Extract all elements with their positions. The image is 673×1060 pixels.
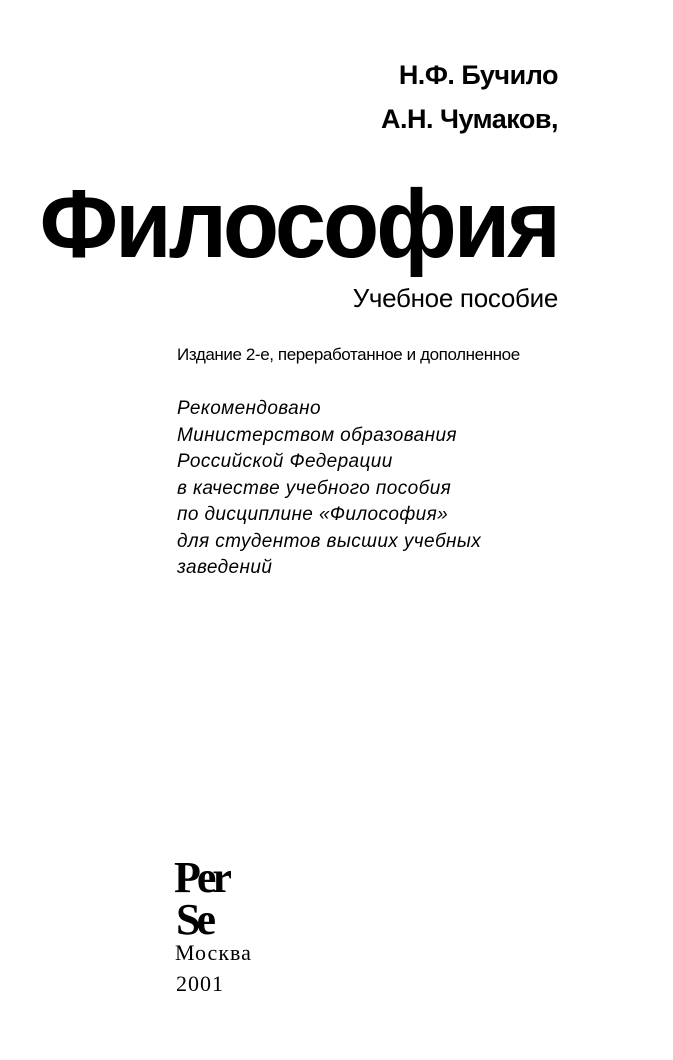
book-subtitle: Учебное пособие bbox=[352, 283, 558, 313]
recommendation-line: Министерством образования bbox=[177, 424, 457, 446]
edition-note: Издание 2-е, переработанное и дополненное bbox=[177, 345, 520, 364]
recommendation-line: в качестве учебного пособия bbox=[177, 477, 452, 499]
publisher-logo bbox=[172, 850, 264, 940]
publisher-city: Москва bbox=[175, 940, 252, 965]
recommendation-line: по дисциплине «Философия» bbox=[177, 504, 449, 525]
publication-year: 2001 bbox=[176, 971, 224, 996]
recommendation-note bbox=[177, 396, 481, 582]
book-title: Философия bbox=[39, 170, 558, 278]
author-2: А.Н. Чумаков, bbox=[380, 104, 558, 134]
author-1: Н.Ф. Бучило bbox=[398, 60, 558, 90]
publisher-logo-line-2: Se bbox=[176, 895, 212, 940]
recommendation-line: заведений bbox=[177, 557, 273, 578]
recommendation-line: Рекомендовано bbox=[177, 398, 321, 419]
recommendation-line: для студентов высших учебных bbox=[177, 530, 482, 552]
recommendation-line: Российской Федерации bbox=[177, 451, 393, 472]
publisher-logo-line-1: Per bbox=[174, 853, 228, 902]
